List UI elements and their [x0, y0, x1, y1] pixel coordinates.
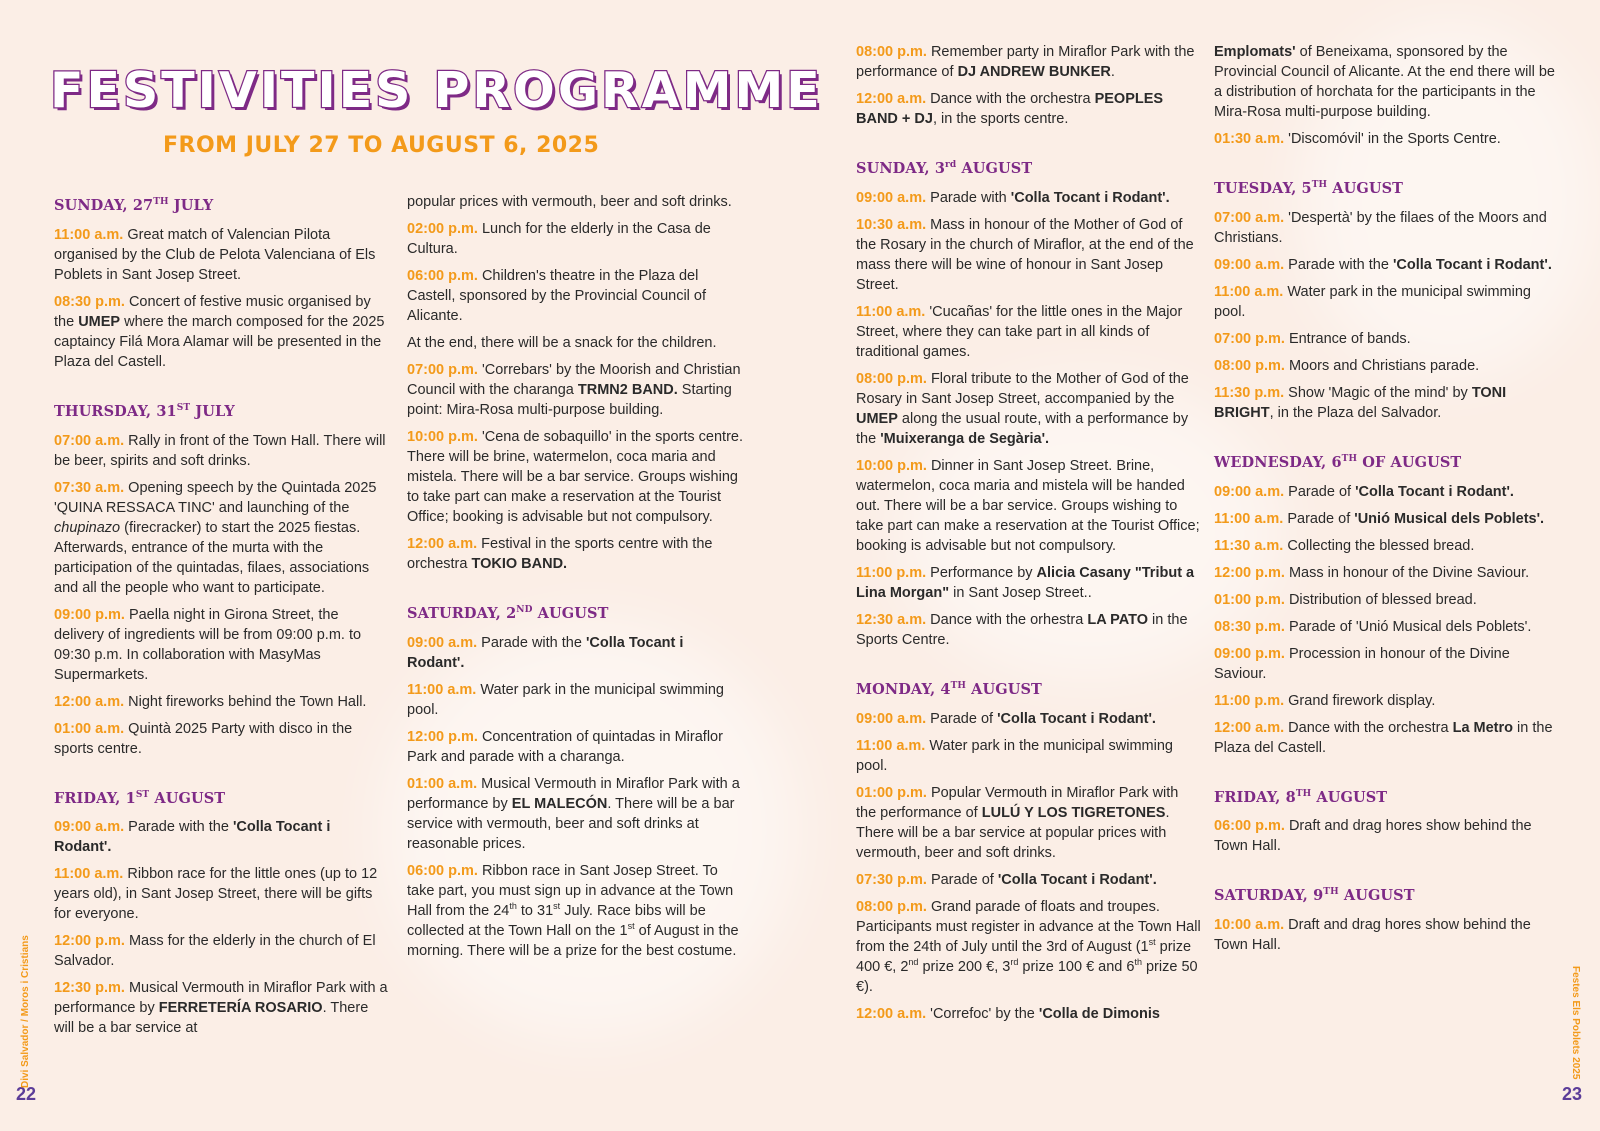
event-text: 'Colla de Dimonis	[1038, 1005, 1160, 1022]
event-text: Parade of	[1283, 510, 1355, 527]
event-text: Ribbon race for the little ones (up to 12 years old), in Sant Josep Street, there will be gifts for everyone.	[54, 866, 378, 923]
event-text: La Metro	[1452, 719, 1514, 736]
event-time: 11:00 p.m.	[856, 564, 927, 581]
event-text: in Sant Josep Street..	[949, 584, 1092, 601]
day-heading-ordinal: TH	[1323, 887, 1339, 898]
event-text: Lunch for the elderly in the Casa de Cultura.	[407, 221, 711, 257]
event-time: 06:00 p.m.	[407, 268, 478, 284]
event-text: Grand firework display.	[1284, 692, 1436, 709]
event-text: Distribution of blessed bread.	[1284, 591, 1477, 608]
event-text: Dinner in Sant Josep Street. Brine, watermelon, coca maria and mistela will be handed out. There will be a bar service. Groups wishing to take part can make a reservation at the Tourist Office; booking is advisable but not compulsory.	[856, 457, 1200, 554]
event-text: Remember party in Miraflor Park with the performance of	[856, 44, 1195, 80]
event-text: in the Sports Centre.	[856, 611, 1188, 648]
event-text: Dance with the orchestra	[926, 91, 1095, 107]
programme-event	[856, 302, 1201, 362]
event-time: 10:00 p.m.	[407, 429, 478, 445]
programme-event	[407, 534, 743, 574]
programme-event	[1214, 536, 1560, 556]
programme-event	[407, 219, 743, 259]
event-time: 11:00 a.m.	[856, 303, 926, 320]
event-text: Mass for the elderly in the church of El Salvador.	[54, 933, 376, 970]
running-footer-left: Divi Salvador / Moros i Cristians	[20, 935, 31, 1088]
programme-event	[856, 89, 1201, 129]
day-heading-ordinal: ST	[176, 402, 191, 413]
programme-event	[1214, 42, 1560, 122]
event-text: 'Discomóvil' in the Sports Centre.	[1284, 131, 1501, 147]
event-text: Musical Vermouth in Miraflor Park with a performance by	[407, 775, 740, 812]
day-heading-date: WEDNESDAY, 6	[1214, 453, 1342, 471]
event-text: Concentration of quintadas in Miraflor Park and parade with a charanga.	[407, 728, 723, 765]
programme-event	[407, 680, 743, 720]
event-text: Performance by	[926, 564, 1037, 581]
day-heading-date: SATURDAY, 9	[1214, 887, 1324, 905]
event-text: UMEP	[856, 410, 898, 427]
event-time: 02:00 p.m.	[407, 221, 478, 237]
event-text: in the Plaza del Castell.	[1214, 719, 1553, 756]
programme-event	[856, 610, 1201, 650]
page-subtitle: FROM JULY 27 TO AUGUST 6, 2025	[163, 133, 600, 158]
programme-event	[1214, 208, 1560, 248]
day-heading-month: AUGUST	[532, 604, 609, 622]
event-text: 'Despertà' by the filaes of the Moors and Christians.	[1214, 209, 1547, 246]
event-text: prize 200 €, 3	[918, 958, 1011, 975]
event-time: 09:00 a.m.	[1214, 256, 1285, 273]
event-text: Alicia Casany "Tribut a Lina Morgan"	[856, 564, 1195, 601]
event-text: LULÚ Y LOS TIGRETONES	[981, 804, 1166, 821]
event-text: Draft and drag hores show behind the Town Hall.	[1214, 917, 1531, 954]
event-time: 01:00 p.m.	[856, 784, 927, 801]
event-time: 10:00 p.m.	[856, 457, 927, 474]
event-text: Entrance of bands.	[1284, 330, 1411, 347]
event-text: 'Cena de sobaquillo' in the sports centre. There will be brine, watermelon, coca maria and mistela. There will be a bar service. Groups wishing to take part can make a reservation at the Tourist Office; booking is advisable but not compulsory.	[407, 429, 744, 525]
day-heading-date: SUNDAY, 3	[856, 159, 946, 177]
day-heading-ordinal: rd	[945, 160, 957, 170]
event-text: popular prices with vermouth, beer and soft drinks.	[407, 194, 732, 210]
programme-event	[1214, 915, 1560, 955]
day-heading	[856, 155, 1201, 179]
event-time: 01:00 a.m.	[407, 775, 478, 792]
day-heading	[407, 600, 743, 624]
event-text: 'Correfoc' by the	[926, 1005, 1039, 1022]
page-title: FESTIVITIES PROGRAMME	[50, 62, 823, 119]
event-time: 11:00 a.m.	[856, 737, 926, 754]
day-heading-date: FRIDAY, 1	[54, 789, 136, 807]
day-heading-ordinal: TH	[1295, 788, 1312, 799]
event-time: 12:30 a.m.	[856, 611, 927, 628]
event-time: 12:00 p.m.	[407, 728, 478, 745]
event-time: 07:00 a.m.	[1214, 209, 1285, 226]
event-text: Mass in honour of the Divine Saviour.	[1284, 564, 1530, 581]
event-text: Festival in the sports centre with the orchestra	[407, 536, 713, 572]
event-text: , in the Plaza del Salvador.	[1269, 404, 1442, 421]
event-text: Water park in the municipal swimming pool.	[407, 681, 724, 718]
day-heading-ordinal: TH	[1341, 453, 1358, 464]
event-text: Parade of 'Unió Musical dels Poblets'.	[1284, 618, 1532, 635]
event-text: TRMN2 BAND.	[577, 382, 678, 398]
event-time: 07:30 p.m.	[856, 871, 927, 888]
programme-column	[407, 192, 743, 968]
programme-event	[856, 215, 1201, 295]
programme-event	[407, 774, 743, 854]
event-text: Dance with the orhestra	[926, 611, 1088, 628]
running-footer-right: Festes Els Poblets 2025	[1570, 966, 1581, 1080]
event-time: 08:00 p.m.	[856, 44, 927, 60]
programme-event	[1214, 691, 1560, 711]
event-text: of Beneixama, sponsored by the Provincial Council of Alicante. At the end there will be a distribution of horchata for the participants in the Mira-Rosa multi-purpose building.	[1214, 44, 1555, 120]
programme-event	[856, 188, 1201, 208]
programme-event	[1214, 282, 1560, 322]
event-text: prize 100 € and 6	[1018, 958, 1135, 975]
event-text: Floral tribute to the Mother of God of the Rosary in Sant Josep Street, accompanied by the	[856, 370, 1189, 407]
event-text: st	[553, 901, 561, 911]
event-time: 10:30 a.m.	[856, 216, 927, 233]
programme-event	[1214, 617, 1560, 637]
event-text: 'Colla Tocant i Rodant'.	[1010, 189, 1170, 206]
event-text: 'Colla Tocant i Rodant'.	[54, 819, 331, 856]
event-text: of August in the morning. There will be a prize for the best costume.	[407, 922, 739, 959]
event-text: Water park in the municipal swimming pool.	[1214, 283, 1531, 320]
event-time: 11:30 p.m.	[1214, 384, 1285, 401]
day-heading	[54, 785, 390, 809]
event-text: July. Race bibs will be collected at the Town Hall on the 1	[407, 902, 706, 939]
event-time: 12:00 a.m.	[856, 1005, 927, 1022]
day-heading-month: AUGUST	[956, 159, 1033, 177]
day-heading-date: TUESDAY, 5	[1214, 179, 1312, 197]
event-text: Popular Vermouth in Miraflor Park with the performance of	[856, 784, 1179, 821]
event-text: PEOPLES BAND + DJ	[856, 91, 1164, 127]
event-text: along the usual route, with a performance by the	[856, 410, 1189, 447]
programme-event	[856, 563, 1201, 603]
event-text: Quintà 2025 Party with disco in the sports centre.	[54, 720, 353, 757]
event-text: Mass in honour of the Mother of God of the Rosary in the church of Miraflor, at the end of the mass there will be wine of honour in Sant Josep Street.	[856, 216, 1194, 293]
event-text: Parade with the	[1284, 256, 1393, 273]
page-number-right: 23	[1562, 1084, 1583, 1104]
event-text: Parade with the	[124, 819, 233, 836]
event-text: TONI BRIGHT	[1214, 384, 1507, 421]
programme-event	[407, 266, 743, 326]
event-text: At the end, there will be a snack for the children.	[407, 335, 717, 351]
programme-event	[407, 192, 743, 212]
page-number-left: 22	[16, 1084, 37, 1104]
day-heading-date: FRIDAY, 8	[1214, 788, 1296, 806]
event-text: Ribbon race in Sant Josep Street. To take part, you must sign up in advance at the Town Hall from the 24	[407, 862, 734, 919]
event-time: 11:00 a.m.	[54, 866, 124, 883]
day-heading	[54, 192, 390, 216]
event-text: 'Cucañas' for the little ones in the Major Street, where they can take part in all kinds of traditional games.	[856, 303, 1183, 360]
event-text: th	[1134, 956, 1142, 967]
event-text: nd	[908, 956, 919, 967]
programme-event	[856, 42, 1201, 82]
event-text: prize 50 €).	[856, 958, 1198, 995]
event-text: Opening speech by the Quintada 2025 'QUINA RESSACA TINC' and launching of the	[54, 479, 377, 516]
event-time: 11:00 a.m.	[1214, 510, 1284, 527]
programme-event	[407, 427, 743, 527]
programme-event	[54, 978, 390, 1038]
programme-column	[856, 42, 1201, 1031]
event-text: 'Colla Tocant i Rodant'.	[1355, 483, 1514, 500]
event-time: 12:00 a.m.	[407, 536, 478, 552]
event-text: .	[1110, 64, 1115, 80]
event-text: (firecracker) to start the 2025 fiestas. Afterwards, entrance of the murta with the participation of the quintadas, filaes, associations and all the people who want to participate.	[54, 519, 370, 596]
event-time: 09:00 a.m.	[856, 189, 927, 206]
programme-event	[54, 478, 390, 598]
day-heading-date: THURSDAY, 31	[54, 402, 177, 420]
programme-column	[54, 192, 390, 1045]
event-text: Musical Vermouth in Miraflor Park with a performance by	[54, 980, 388, 1017]
programme-event	[856, 456, 1201, 556]
event-text: Emplomats'	[1214, 44, 1296, 60]
event-text: UMEP	[78, 313, 121, 330]
event-text: Parade of	[1284, 483, 1356, 500]
event-text: . There will be a bar service at popular prices with vermouth, beer and soft drinks.	[856, 804, 1170, 861]
event-time: 09:00 a.m.	[1214, 483, 1285, 500]
event-text: 'Correbars' by the Moorish and Christian Council with the charanga	[407, 362, 741, 398]
day-heading-date: SATURDAY, 2	[407, 604, 517, 622]
programme-event	[54, 719, 390, 759]
day-heading-ordinal: ST	[135, 789, 150, 800]
programme-event	[54, 225, 390, 285]
day-heading-ordinal: TH	[1311, 180, 1328, 190]
programme-event	[407, 360, 743, 420]
event-text: 'Colla Tocant i Rodant'.	[997, 871, 1157, 888]
event-text: 'Colla Tocant i Rodant'.	[997, 710, 1156, 727]
event-text: st	[1148, 936, 1156, 947]
day-heading	[1214, 175, 1560, 199]
event-text: , in the sports centre.	[932, 111, 1069, 127]
day-heading-month: JULY	[168, 196, 214, 214]
day-heading-month: OF AUGUST	[1357, 453, 1462, 471]
day-heading-date: SUNDAY, 27	[54, 196, 154, 214]
event-text: . There will be a bar service at	[54, 1000, 369, 1037]
event-text: Parade of	[926, 710, 998, 727]
programme-event	[1214, 590, 1560, 610]
event-time: 08:00 p.m.	[1214, 357, 1285, 374]
event-text: Paella night in Girona Street, the delivery of ingredients will be from 09:00 p.m. to 09:30 p.m. In collaboration with MasyMas Supermarkets.	[54, 606, 362, 683]
event-text: 'Unió Musical dels Poblets'.	[1354, 510, 1545, 527]
event-time: 01:00 a.m.	[54, 720, 125, 737]
day-heading-ordinal: TH	[950, 680, 967, 691]
programme-event	[407, 861, 743, 961]
event-text: Night fireworks behind the Town Hall.	[124, 693, 367, 710]
event-text: Concert of festive music organised by the	[54, 293, 371, 330]
day-heading-ordinal: TH	[153, 197, 169, 207]
event-text: Grand parade of floats and troupes. Participants must register in advance at the Town Hall from the 24th of July until the 3rd of August (1	[856, 898, 1201, 955]
event-text: Parade of	[926, 871, 998, 888]
programme-event	[1214, 482, 1560, 502]
event-text: 'Muixeranga de Segària'.	[880, 430, 1050, 447]
event-time: 08:00 p.m.	[856, 370, 927, 387]
day-heading	[1214, 882, 1560, 906]
programme-event	[1214, 383, 1560, 423]
event-text: chupinazo	[54, 519, 121, 536]
event-text: Water park in the municipal swimming pool.	[856, 737, 1173, 774]
event-time: 08:30 p.m.	[1214, 618, 1285, 635]
programme-event	[407, 333, 743, 353]
event-time: 07:30 a.m.	[54, 479, 125, 496]
programme-event	[1214, 718, 1560, 758]
event-time: 01:00 p.m.	[1214, 591, 1285, 608]
event-time: 09:00 a.m.	[856, 710, 927, 727]
programme-event	[856, 870, 1201, 890]
event-time: 07:00 a.m.	[54, 432, 125, 449]
event-time: 07:00 p.m.	[1214, 330, 1285, 347]
programme-event	[856, 709, 1201, 729]
event-time: 12:30 p.m.	[54, 980, 125, 997]
programme-event	[54, 292, 390, 372]
programme-event	[54, 817, 390, 857]
day-heading	[1214, 449, 1560, 473]
programme-event	[1214, 356, 1560, 376]
programme-event	[856, 783, 1201, 863]
event-time: 08:30 p.m.	[54, 293, 125, 310]
programme-event	[856, 897, 1201, 997]
programme-event	[54, 864, 390, 924]
event-time: 09:00 a.m.	[54, 819, 125, 836]
event-time: 12:00 p.m.	[54, 933, 125, 950]
event-text: st	[627, 921, 635, 931]
event-text: Collecting the blessed bread.	[1283, 537, 1475, 554]
event-time: 11:00 a.m.	[54, 226, 124, 243]
event-time: 06:00 p.m.	[1214, 818, 1285, 835]
event-text: rd	[1010, 956, 1019, 967]
event-time: 09:00 p.m.	[1214, 645, 1285, 662]
event-text: DJ ANDREW BUNKER	[957, 64, 1111, 80]
programme-column	[1214, 42, 1560, 962]
day-heading	[54, 398, 390, 422]
programme-event	[1214, 509, 1560, 529]
day-heading-ordinal: ND	[516, 605, 533, 615]
programme-event	[856, 736, 1201, 776]
programme-event	[54, 605, 390, 685]
programme-event	[1214, 644, 1560, 684]
programme-event	[1214, 563, 1560, 583]
programme-event	[856, 1004, 1201, 1024]
event-time: 06:00 p.m.	[407, 862, 478, 879]
programme-event	[407, 633, 743, 673]
programme-event	[407, 727, 743, 767]
event-text: Great match of Valencian Pilota organised by the Club de Pelota Valenciana of Els Poblets in Sant Josep Street.	[54, 226, 376, 283]
event-time: 08:00 p.m.	[856, 898, 927, 915]
event-time: 11:00 p.m.	[1214, 692, 1285, 709]
event-time: 12:00 a.m.	[856, 91, 927, 107]
programme-event	[1214, 255, 1560, 275]
programme-event	[1214, 816, 1560, 856]
event-text: LA PATO	[1087, 611, 1149, 628]
event-time: 11:00 a.m.	[407, 681, 477, 698]
event-text: . There will be a bar service with vermouth, beer and soft drinks at reasonable prices.	[407, 795, 735, 852]
event-text: Parade with	[926, 189, 1011, 206]
event-text: TOKIO BAND.	[471, 556, 568, 572]
programme-event	[54, 431, 390, 471]
programme-event	[1214, 329, 1560, 349]
event-time: 09:00 p.m.	[54, 606, 125, 623]
event-time: 11:00 a.m.	[1214, 283, 1284, 300]
event-text: Parade with the	[477, 634, 586, 651]
event-time: 12:00 a.m.	[54, 693, 125, 710]
event-time: 11:30 a.m.	[1214, 537, 1284, 554]
event-text: Dance with the orchestra	[1284, 719, 1453, 736]
event-text: EL MALECÓN	[511, 795, 608, 812]
day-heading-month: JULY	[190, 402, 235, 420]
event-text: Moors and Christians parade.	[1284, 357, 1480, 374]
event-time: 07:00 p.m.	[407, 362, 478, 378]
programme-event	[54, 931, 390, 971]
event-time: 12:00 a.m.	[1214, 719, 1285, 736]
day-heading-month: AUGUST	[1338, 887, 1415, 905]
day-heading-date: MONDAY, 4	[856, 680, 951, 698]
event-text: FERRETERÍA ROSARIO	[158, 1000, 323, 1017]
day-heading	[1214, 784, 1560, 808]
programme-event	[1214, 129, 1560, 149]
day-heading-month: AUGUST	[966, 680, 1042, 698]
event-text: prize 400 €, 2	[856, 938, 1192, 975]
day-heading-month: AUGUST	[149, 789, 226, 807]
event-text: where the march composed for the 2025 captaincy Filá Mora Alamar will be presented in the Plaza del Castell.	[54, 313, 385, 370]
event-text: 'Colla Tocant i Rodant'.	[1392, 256, 1552, 273]
programme-event	[54, 692, 390, 712]
event-text: to 31	[516, 902, 554, 919]
event-text: Draft and drag hores show behind the Town Hall.	[1214, 818, 1532, 855]
event-text: Procession in honour of the Divine Saviour.	[1214, 645, 1510, 682]
day-heading-month: AUGUST	[1311, 788, 1388, 806]
event-text: th	[509, 901, 517, 911]
event-time: 10:00 a.m.	[1214, 917, 1285, 934]
programme-event	[856, 369, 1201, 449]
day-heading-month: AUGUST	[1327, 179, 1404, 197]
event-time: 01:30 a.m.	[1214, 131, 1285, 147]
event-text: 'Colla Tocant i Rodant'.	[407, 634, 684, 671]
day-heading	[856, 676, 1201, 700]
event-text: Show 'Magic of the mind' by	[1284, 384, 1472, 401]
event-time: 12:00 p.m.	[1214, 564, 1285, 581]
event-text: Starting point: Mira-Rosa multi-purpose building.	[407, 382, 732, 418]
event-text: Rally in front of the Town Hall. There will be beer, spirits and soft drinks.	[54, 432, 386, 469]
event-time: 09:00 a.m.	[407, 634, 478, 651]
event-text: Children's theatre in the Plaza del Castell, sponsored by the Provincial Council of Alicante.	[407, 268, 707, 324]
